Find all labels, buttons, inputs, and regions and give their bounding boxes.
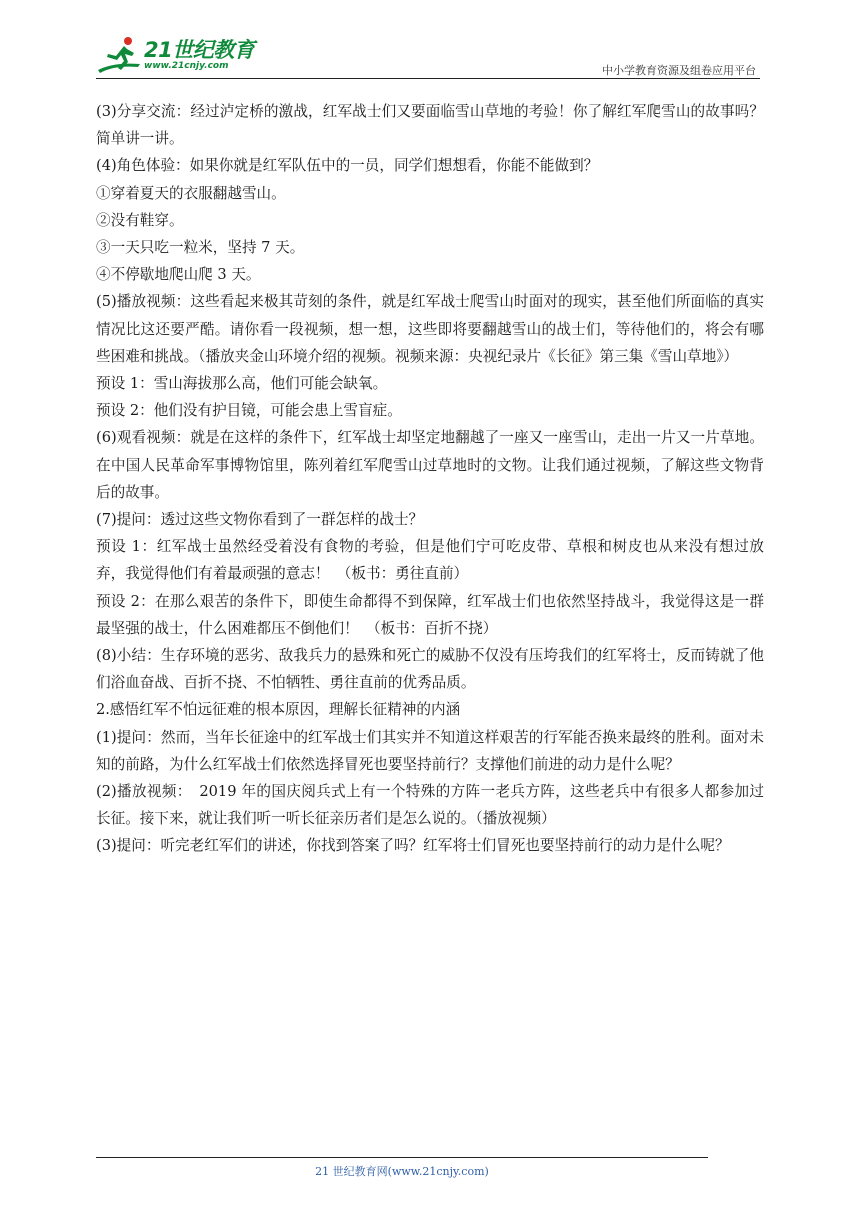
paragraph: (8)小结：生存环境的恶劣、敌我兵力的悬殊和死亡的威胁不仅没有压垮我们的红军将士，反而铸就了他们浴血奋战、百折不挠、不怕牺牲、勇往直前的优秀品质。: [96, 647, 764, 692]
page-footer: 21 世纪教育网(www.21cnjy.com): [315, 1165, 489, 1178]
paragraph: (2)播放视频： 2019 年的国庆阅兵式上有一个特殊的方阵一老兵方阵，这些老兵中有很多人都参加过长征。接下来，就让我们听一听长征亲历者们是怎么说的。（播放视频）: [96, 783, 764, 828]
site-logo: [94, 34, 264, 78]
footer-divider: [96, 1157, 708, 1158]
runner-logo-icon: [94, 34, 150, 78]
logo-wordmark: 21世纪教育: [144, 38, 255, 62]
paragraph: (3)提问：听完老红军们的讲述，你找到答案了吗？红军将士们冒死也要坚持前行的动力是什么呢？: [96, 837, 730, 855]
list-item: ④不停歇地爬山爬 3 天。: [96, 266, 261, 284]
list-item: ③一天只吃一粒米，坚持 7 天。: [96, 239, 305, 257]
paragraph: (1)提问：然而，当年长征途中的红军战士们其实并不知道这样艰苦的行军能否换来最终的胜利。面对未知的前路，为什么红军战士们依然选择冒死也要坚持前行？支撑他们前进的动力是什么呢？: [96, 728, 764, 773]
document-body: [96, 98, 764, 860]
section-heading: 2.感悟红军不怕远征难的根本原因，理解长征精神的内涵: [96, 701, 461, 719]
paragraph: 预设 1：雪山海拔那么高，他们可能会缺氧。: [96, 375, 388, 393]
paragraph: (6)观看视频：就是在这样的条件下，红军战士却坚定地翻越了一座又一座雪山，走出一片又一片草地。在中国人民革命军事博物馆里，陈列着红军爬雪山过草地时的文物。让我们通过视频，了解这些文物背后的故事。: [96, 429, 764, 501]
logo-url: www.21cnjy.com: [144, 61, 229, 71]
platform-tagline: 中小学教育资源及组卷应用平台: [602, 64, 756, 77]
list-item: ②没有鞋穿。: [96, 211, 184, 229]
paragraph: 预设 2：他们没有护目镜，可能会患上雪盲症。: [96, 402, 402, 420]
list-item: ①穿着夏天的衣服翻越雪山。: [96, 184, 286, 202]
header-divider: [96, 78, 760, 79]
paragraph: 预设 1：红军战士虽然经受着没有食物的考验，但是他们宁可吃皮带、草根和树皮也从来没有想过放弃，我觉得他们有着最顽强的意志！ （板书：勇往直前）: [96, 538, 764, 583]
paragraph: (5)播放视频：这些看起来极其苛刻的条件，就是红军战士爬雪山时面对的现实，甚至他们所面临的真实情况比这还要严酷。请你看一段视频，想一想，这些即将要翻越雪山的战士们，等待他们的，将会有哪些困难和挑战。（播放夹金山环境介绍的视频。视频来源：央视纪录片《长征》第三集《雪山草地》）: [96, 293, 764, 365]
paragraph: (3)分享交流：经过泸定桥的激战，红军战士们又要面临雪山草地的考验！你了解红军爬雪山的故事吗？简单讲一讲。: [96, 103, 764, 148]
paragraph: 预设 2：在那么艰苦的条件下，即使生命都得不到保障，红军战士们也依然坚持战斗，我觉得这是一群最坚强的战士，什么困难都压不倒他们！ （板书：百折不挠）: [96, 592, 764, 637]
paragraph: (7)提问：透过这些文物你看到了一群怎样的战士？: [96, 511, 424, 529]
paragraph: (4)角色体验：如果你就是红军队伍中的一员，同学们想想看，你能不能做到？: [96, 157, 599, 175]
page-header: [0, 0, 860, 82]
